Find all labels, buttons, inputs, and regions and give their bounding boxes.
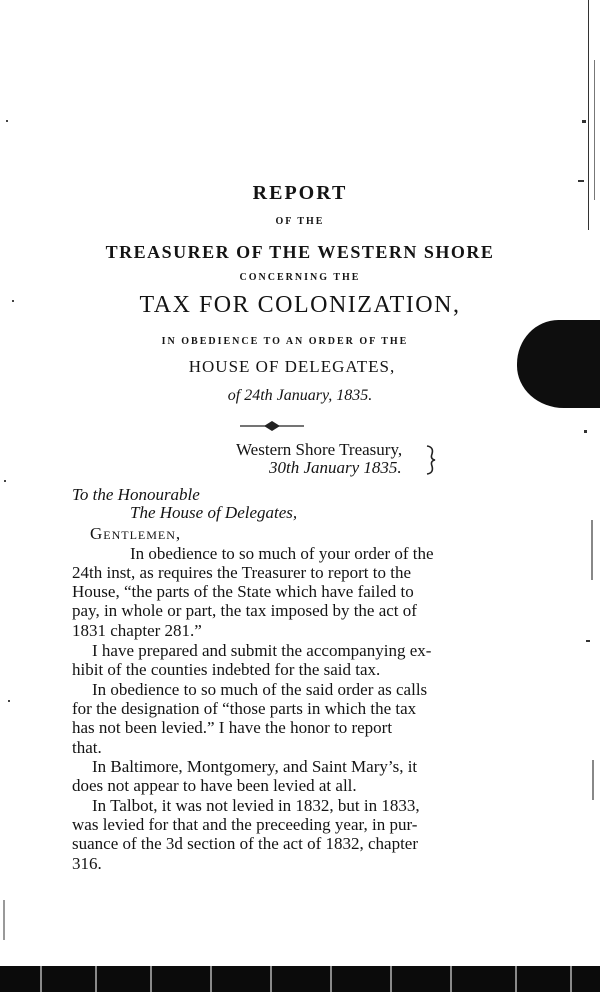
body-line: hibit of the counties indebted for the said tax. <box>72 660 381 679</box>
salutation: Gentlemen, <box>90 524 182 543</box>
body-line: suance of the 3d section of the act of 1832, chapter <box>72 834 419 853</box>
dateline-place: Western Shore Treasury, <box>236 440 403 459</box>
right-margin-bleed <box>558 0 600 992</box>
concerning-line: CONCERNING THE <box>239 272 361 283</box>
body-line: House, “the parts of the State which have failed to <box>72 582 414 601</box>
address-to: To the Honourable <box>72 485 200 504</box>
address-house: The House of Delegates, <box>130 503 298 522</box>
body-line: has not been levied.” I have the honor to report <box>72 718 393 737</box>
of-the-line: OF THE <box>275 216 325 227</box>
body-line: In Talbot, it was not levied in 1832, but in 1833, <box>92 796 420 815</box>
body-line: for the designation of “those parts in which the tax <box>72 699 417 718</box>
body-line: 316. <box>72 854 102 873</box>
treasurer-heading: TREASURER OF THE WESTERN SHORE <box>105 242 495 262</box>
body-line: In Baltimore, Montgomery, and Saint Mary’s, it <box>92 757 418 776</box>
dateline-brace <box>424 444 438 476</box>
bottom-edge-band <box>0 966 600 992</box>
body-line: 24th inst, as requires the Treasurer to report to the <box>72 563 411 582</box>
obedience-line: IN OBEDIENCE TO AN ORDER OF THE <box>161 336 409 347</box>
body-line: I have prepared and submit the accompanying ex- <box>92 641 432 660</box>
dateline-date: 30th January 1835. <box>269 458 402 477</box>
body-line: In obedience to so much of the said order as calls <box>92 680 428 699</box>
body-line: that. <box>72 738 102 757</box>
order-date: of 24th January, 1835. <box>227 387 373 404</box>
body-line: 1831 chapter 281.” <box>72 621 202 640</box>
body-line: was levied for that and the preceeding year, in pur- <box>72 815 418 834</box>
body-line: does not appear to have been levied at all. <box>72 776 357 795</box>
report-heading: REPORT <box>252 182 348 204</box>
house-heading: HOUSE OF DELEGATES, <box>188 357 396 376</box>
body-line: pay, in whole or part, the tax imposed by the act of <box>72 601 417 620</box>
body-line: In obedience to so much of your order of the <box>130 544 434 563</box>
tax-heading: TAX FOR COLONIZATION, <box>139 292 461 318</box>
ornament-rule <box>240 420 304 432</box>
